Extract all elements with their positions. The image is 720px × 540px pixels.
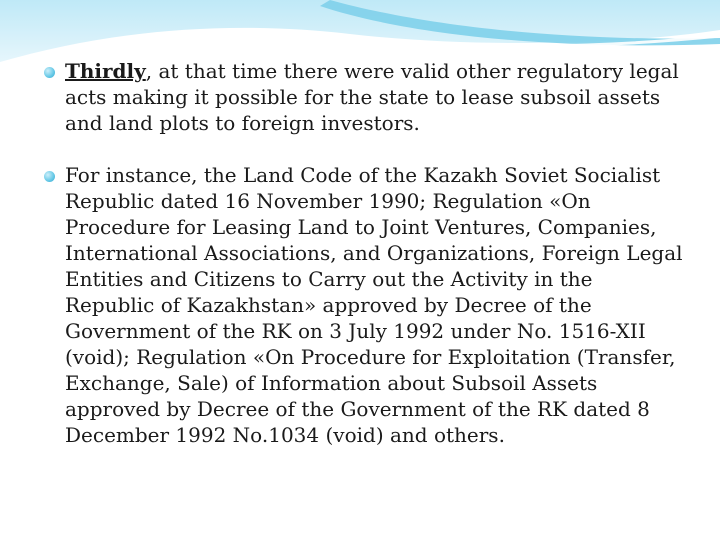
- bullet-item-2: [44, 162, 684, 448]
- bullet-dot-icon: [44, 171, 55, 182]
- bullet-text: For instance, the Land Code of the Kazakh Soviet Socialist Republic dated 16 November 1990; Regulation «On Procedure for Leasing Land to Joint Ventures, Companies, International Associations, and Organizations, Foreign Legal Entities and Citizens to Carry out the Activity in the Republic of Kazakhstan» approved by Decree of the Government of the RK on 3 July 1992 under No. 1516-XII (void); Regulation «On Procedure for Exploitation (Transfer, Exchange, Sale) of Information about Subsoil Assets approved by Decree of the Government of the RK dated 8 December 1992 No.1034 (void) and others.: [65, 163, 683, 447]
- bullet-item-1: [44, 58, 684, 136]
- bullet-dot-icon: [44, 67, 55, 78]
- bullet-lead-text: Thirdly: [65, 59, 146, 83]
- bullet-text: , at that time there were valid other regulatory legal acts making it possible for the state to lease subsoil assets and land plots to foreign investors.: [65, 59, 679, 135]
- content-area: [44, 58, 684, 448]
